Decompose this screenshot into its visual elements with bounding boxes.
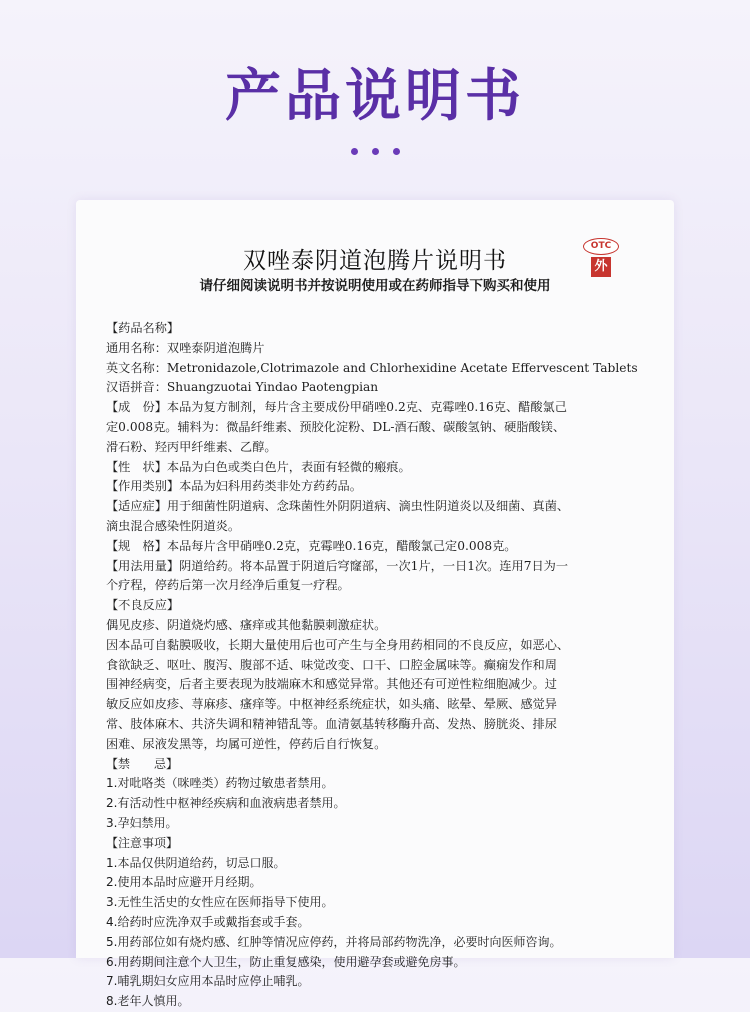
leaflet-body bbox=[106, 319, 666, 1012]
text-line: 【适应症】用于细菌性阴道病、念珠菌性外阴阴道病、滴虫性阴道炎以及细菌、真菌、 bbox=[106, 499, 570, 514]
text-line: 围神经病变，后者主要表现为肢端麻木和感觉异常。其他还有可逆性粒细胞减少。过 bbox=[106, 677, 557, 692]
precaution-item: 7.哺乳期妇女应用本品时应停止哺乳。 bbox=[106, 974, 310, 989]
precaution-item: 3.无性生活史的女性应在医师指导下使用。 bbox=[106, 895, 334, 910]
text-line: 【性 状】本品为白色或类白色片，表面有轻微的瘢痕。 bbox=[106, 459, 411, 474]
contraindication-item: 1.对吡咯类（咪唑类）药物过敏患者禁用。 bbox=[106, 776, 334, 791]
text-line: 汉语拼音：Shuangzuotai Yindao Paotengpian bbox=[106, 380, 379, 395]
text-line: 英文名称：Metronidazole,Clotrimazole and Chlorhexidine Acetate Effervescent Tablets bbox=[106, 360, 638, 375]
precaution-item: 5.用药部位如有烧灼感、红肿等情况应停药，并将局部药物洗净，必要时向医师咨询。 bbox=[106, 934, 562, 949]
text-line: 常、肢体麻木、共济失调和精神错乱等。血清氨基转移酶升高、发热、膀胱炎、排尿 bbox=[106, 716, 557, 731]
text-line: 【作用类别】本品为妇科用药类非处方药药品。 bbox=[106, 479, 362, 494]
text-line: 【用法用量】阴道给药。将本品置于阴道后穹窿部，一次1片，一日1次。连用7日为一 bbox=[106, 558, 569, 573]
text-line: 【规 格】本品每片含甲硝唑0.2克，克霉唑0.16克，醋酸氯己定0.008克。 bbox=[106, 538, 517, 553]
text-line: 个疗程，停药后第一次月经净后重复一疗程。 bbox=[106, 578, 350, 593]
text-line: 通用名称：双唑泰阴道泡腾片 bbox=[106, 340, 265, 355]
text-line: 困难、尿液发黑等，均属可逆性，停药后自行恢复。 bbox=[106, 736, 387, 751]
otc-badge bbox=[583, 238, 619, 278]
page-title: 产品说明书 bbox=[225, 64, 525, 129]
precaution-item: 8.老年人慎用。 bbox=[106, 994, 190, 1009]
precaution-item: 4.给药时应洗净双手或戴指套或手套。 bbox=[106, 914, 310, 929]
otc-label: OTC bbox=[583, 238, 619, 255]
text-line: 滴虫混合感染性阴道炎。 bbox=[106, 518, 241, 533]
precaution-item: 6.用药期间注意个人卫生，防止重复感染，使用避孕套或避免房事。 bbox=[106, 954, 466, 969]
text-line: 敏反应如皮疹、荨麻疹、瘙痒等。中枢神经系统症状，如头痛、眩晕、晕厥、感觉异 bbox=[106, 697, 557, 712]
precautions-heading: 【注意事项】 bbox=[106, 835, 179, 850]
text-line: 偶见皮疹、阴道烧灼感、瘙痒或其他黏膜刺激症状。 bbox=[106, 617, 387, 632]
text-line: 【不良反应】 bbox=[106, 598, 180, 613]
contraindications-heading: 【禁 忌】 bbox=[106, 756, 179, 771]
text-line: 滑石粉、羟丙甲纤维素、乙醇。 bbox=[106, 439, 277, 454]
text-line: 因本品可自黏膜吸收，长期大量使用后也可产生与全身用药相同的不良反应，如恶心、 bbox=[106, 637, 570, 652]
external-use-label: 外 bbox=[591, 257, 611, 277]
precaution-item: 2.使用本品时应避开月经期。 bbox=[106, 875, 262, 890]
text-line: 食欲缺乏、呕吐、腹泻、腹部不适、味觉改变、口干、口腔金属味等。癫痫发作和周 bbox=[106, 657, 557, 672]
title-dots-decoration bbox=[0, 140, 750, 159]
leaflet-title: 双唑泰阴道泡腾片说明书 bbox=[243, 248, 507, 274]
contraindication-item: 2.有活动性中枢神经疾病和血液病患者禁用。 bbox=[106, 796, 346, 811]
text-line: 【药品名称】 bbox=[106, 321, 180, 335]
leaflet-subtitle: 请仔细阅读说明书并按说明使用或在药师指导下购买和使用 bbox=[199, 278, 551, 294]
text-line: 定0.008克。辅料为：微晶纤维素、预胶化淀粉、DL-酒石酸、碳酸氢钠、硬脂酸镁、 bbox=[106, 419, 566, 434]
precaution-item: 1.本品仅供阴道给药，切忌口服。 bbox=[106, 855, 286, 870]
leaflet-paper bbox=[76, 200, 674, 1009]
text-line: 【成 份】本品为复方制剂，每片含主要成份甲硝唑0.2克、克霉唑0.16克、醋酸氯己 bbox=[106, 400, 567, 415]
contraindication-item: 3.孕妇禁用。 bbox=[106, 815, 178, 830]
